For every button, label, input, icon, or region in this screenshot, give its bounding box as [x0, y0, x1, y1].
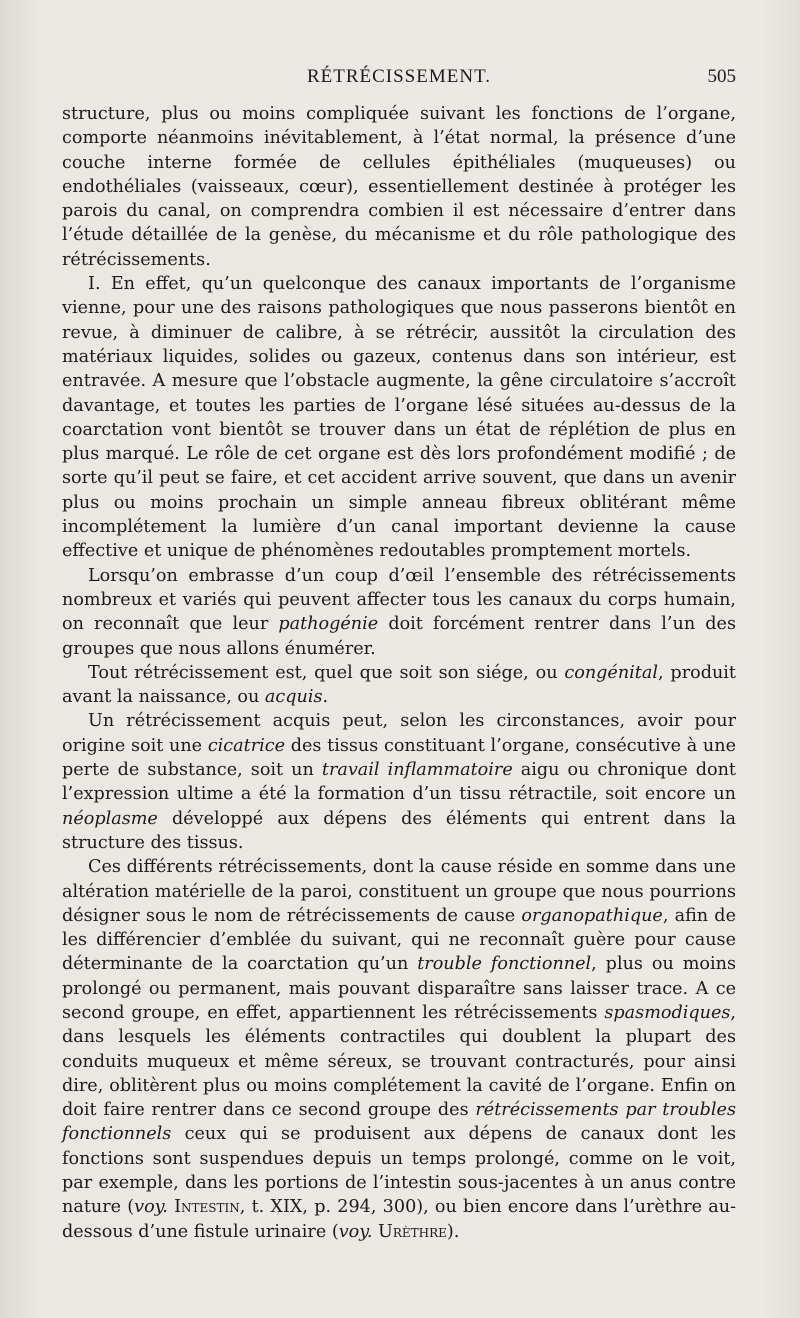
italic-term: pathogénie	[278, 614, 379, 635]
text-run: , dans lesquels les éléments contractiles qui doublent la plupart des conduits muqueux et même séreux, se trouvant contracturés, pour ainsi dire, oblitèrent plus ou moins complétement la cavité de l’organe. Enfin on doit faire rentrer dans ce second groupe des	[62, 1002, 736, 1121]
paragraph	[62, 661, 736, 710]
cross-reference: Intestin	[174, 1197, 240, 1218]
running-head	[62, 66, 736, 96]
italic-term: rétrécissements par troubles fonctionnels	[62, 1100, 736, 1145]
text-run: Lorsqu’on embrasse d’un coup d’œil l’ensemble des rétrécissements nombreux et variés qui peuvent affecter tous les canaux du corps humain, on reconnaît que leur	[62, 565, 736, 635]
running-title: RÉTRÉCISSEMENT.	[306, 66, 492, 87]
text-run: , t. XIX, p. 294, 300), ou bien encore dans l’urèthre au-dessous d’une fistule urinaire (	[62, 1197, 736, 1242]
italic-term: spasmodiques	[604, 1002, 731, 1023]
italic-term: acquis	[264, 687, 323, 708]
paragraph	[62, 102, 736, 272]
text-run: , afin de les différencier d’emblée du suivant, qui ne reconnaît guère pour cause déterminante de la coarctation qu’un	[62, 905, 736, 975]
italic-term: trouble fonctionnel	[417, 954, 592, 975]
paragraph	[62, 272, 736, 564]
italic-term: voy.	[134, 1197, 168, 1218]
italic-term: congénital	[564, 662, 658, 683]
italic-term: voy.	[338, 1221, 373, 1242]
text-run: aigu ou chronique dont l’expression ultime a été la formation d’un tissu rétractile, soit encore un	[62, 760, 736, 805]
text-run: ceux qui se produisent aux dépens de canaux dont les fonctions sont suspendues depuis un temps prolongé, comme on le voit, par exemple, dans les portions de l’intestin sous-jacentes à un anus contre nature (	[62, 1124, 736, 1218]
text-run: ).	[446, 1221, 460, 1242]
text-run: , plus ou moins prolongé ou permanent, mais pouvant disparaître sans laisser trace. A ce second groupe, en effet, appartiennent les rétrécissements	[62, 954, 736, 1023]
italic-term: néoplasme	[62, 808, 158, 829]
text-run: structure, plus ou moins compliquée suivant les fonctions de l’organe, comporte néanmoins inévitablement, à l’état normal, la présence d’une couche interne formée de cellules épithéliales (muqueuses) ou endothéliales (vaisseaux, cœur), essentiellement destinée à protéger les parois du canal, on comprendra combien il est nécessaire d’entrer dans l’étude détaillée de la genèse, du mécanisme et du rôle pathologique des rétrécissements.	[62, 104, 736, 270]
italic-term: cicatrice	[207, 735, 286, 756]
text-run: , produit avant la naissance, ou	[62, 662, 736, 708]
paragraph	[62, 855, 736, 1244]
italic-term: organopathique	[521, 905, 663, 926]
text-run: I. En effet, qu’un quelconque des canaux importants de l’organisme vienne, pour une des raisons pathologiques que nous passerons bientôt en revue, à diminuer de calibre, à se rétrécir, aussitôt la circulation des matériaux liquides, solides ou gazeux, contenus dans son intérieur, est entravée. A mesure que l’obstacle augmente, la gêne circulatoire s’accroît davantage, et toutes les parties de l’organe lésé situées au-dessus de la coarctation vont bientôt se trouver dans un état de réplétion de plus en plus marqué. Le rôle de cet organe est dès lors profondément modifié ; de sorte qu’il peut se faire, et cet accident arrive souvent, que dans un avenir plus ou moins prochain un simple anneau fibreux oblitérant même incomplétement la lumière d’un canal important devienne la cause effective et unique de phénomènes redoutables promptement mortels.	[62, 274, 736, 562]
italic-term: travail inflammatoire	[321, 760, 513, 781]
text-run: Tout rétrécissement est, quel que soit son siége, ou	[88, 662, 565, 683]
body-text	[62, 102, 736, 1244]
text-run: des tissus constituant l’organe, consécutive à une perte de substance, soit un	[62, 735, 736, 781]
text-run: développé aux dépens des éléments qui entrent dans la structure des tissus.	[62, 808, 736, 853]
paragraph	[62, 564, 736, 661]
text-run: .	[322, 687, 329, 708]
text-run: Un rétrécissement acquis peut, selon les circonstances, avoir pour origine soit une	[62, 711, 736, 756]
paragraph	[62, 709, 736, 855]
page-number: 505	[707, 66, 736, 87]
text-run: doit forcément rentrer dans l’un des groupes que nous allons énumérer.	[62, 614, 736, 659]
cross-reference: Urèthre	[378, 1221, 447, 1242]
text-run: Ces différents rétrécissements, dont la cause réside en somme dans une altération matérielle de la paroi, constituent un groupe que nous pourrions désigner sous le nom de rétrécissements de cause	[62, 857, 736, 926]
